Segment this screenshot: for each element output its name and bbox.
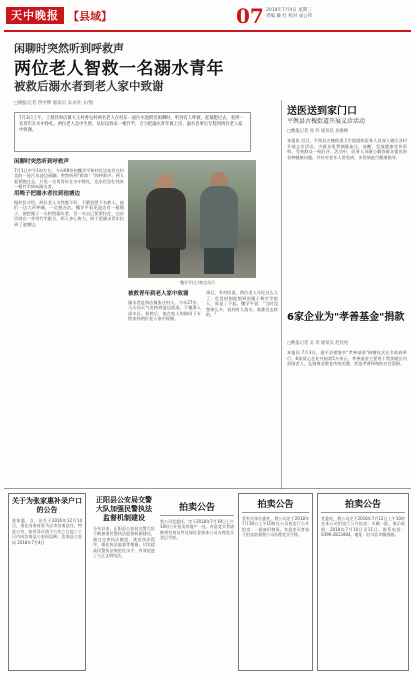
story-byline: □晚报记者 晋中博 通讯员 宋永亮 文/图 bbox=[14, 101, 93, 106]
section-head-3: 被救青年到老人家中致谢 bbox=[128, 291, 189, 297]
traffic-police-text: 今年以来，正阳县公安局交警大队不断加强民警执法监督机制建设，通过完善执法制度、规范执法程序、强化执法监督等措施，切实提高民警执法规范化水平，有效促进了公正文明执法。 bbox=[93, 526, 155, 559]
right-subtitle-1: 平舆县古槐街道开展义诊活动 bbox=[287, 118, 366, 125]
right-title-1: 送医送到家门口 bbox=[287, 106, 357, 117]
auction-title-1: 拍卖公告 bbox=[242, 497, 309, 513]
date-line: 2018年7月4日 星期三 bbox=[266, 8, 312, 13]
story-headline: 两位老人智救一名溺水青年 bbox=[14, 59, 224, 79]
newspaper-logo: 天中晚报 bbox=[6, 7, 64, 24]
column-4-text: 事后，有村民说，两位老人年纪这么大了，危急时刻能想到用绳子和竹竿救人，真是了不起。魏学平说："当时没想那么多，看到有人落水，谁都会去救的。" bbox=[206, 290, 278, 318]
auction-title-2: 拍卖公告 bbox=[321, 497, 405, 513]
auction-notice-3 bbox=[160, 500, 234, 677]
auction-text-2: 受委托，我公司定于2018年7月12日上午10时在本公司拍卖厅公开拍卖：车辆一批。展示时间：2018年7月10日至11日。联系电话：0396-2813484。地址：驻马店市解放路。 bbox=[321, 516, 405, 538]
story-column-1 bbox=[14, 158, 124, 483]
story-subhead: 被救后溺水者到老人家中致谢 bbox=[14, 79, 164, 93]
section-head-2: 用绳子把溺水者拉到池塘边 bbox=[14, 190, 81, 197]
editors-line: 责编 戴 红 校对 成公伟 bbox=[266, 14, 313, 19]
auction-text-3: 我公司受委托，定于2018年7月19日上午10时公开拍卖房地产一处。有意竞买者请携带有效证件及保证金到本公司办理竞买登记手续。 bbox=[160, 519, 234, 541]
traffic-police-title: 正阳县公安局交警大队加强民警执法监督机制建设 bbox=[96, 496, 152, 522]
story-lead-box bbox=[14, 112, 251, 152]
right-text-2: 本报讯 7月3日，遂平县褚堡乡"孝善基金"捐赠仪式在乡政府举行，6家爱心企业共捐款5万余元。孝善基金主要用于帮扶辖区内贫困老人，弘扬尊老敬老传统美德，营造孝善和谐的社会氛围。 bbox=[287, 350, 407, 367]
column-1-text: 7月1日中午1时左右，今年69岁的魏学平和村民边东臣在村北的一处污水池边闲聊。突然听到"救命！"的呼救声，两人赶紧跑过去，只见一名男青年在水中挣扎，边东臣急忙找来一根竹竿伸向溺水者。 bbox=[14, 167, 124, 190]
auction-title-3: 拍卖公告 bbox=[160, 500, 234, 516]
right-byline-2: □晚报记者 吴 青 通讯员 赵宛宛 bbox=[287, 341, 349, 346]
section-tag: 【县域】 bbox=[68, 10, 112, 23]
story-column-4 bbox=[206, 290, 278, 484]
right-title-2: 6家企业为"孝善基金"捐款 bbox=[287, 312, 405, 323]
right-text-1: 本报讯 近日，平舆县古槐街道卫生院组织医务人员深入辖区各村开展义诊活动，为群众免费测量血压、血糖，发放健康宣传资料，受到群众一致好评。活动中，医务人员耐心解答群众提出的各种健康问题，并针对老年人常见病、多发病进行健康指导。 bbox=[287, 138, 407, 160]
auction-notice-1 bbox=[238, 493, 313, 671]
auction-text-1: 受有关单位委托，我公司定于2018年7月18日上午10时在公司拍卖厅公开拍卖：一批废旧物资。有意竞买者请于拍卖前到我公司办理竞买手续。 bbox=[242, 516, 309, 538]
bottom-rule bbox=[4, 488, 411, 489]
section-head-1: 闲聊时突然听到呼救声 bbox=[14, 159, 70, 165]
notice-title-hukou: 关于为张家惠补录户口的公告 bbox=[12, 497, 82, 514]
traffic-police-article bbox=[90, 493, 158, 671]
auction-notice-2 bbox=[317, 493, 409, 671]
date-block bbox=[266, 8, 411, 20]
story-column-3 bbox=[128, 290, 201, 484]
story-kicker: 闲聊时突然听到呼救声 bbox=[14, 42, 124, 55]
column-divider bbox=[281, 100, 282, 490]
column-3-text: 溺水者是和店镇张庄村人，今年27岁，当天因天气炎热到池边洗澡，不慎滑入深水区。获救后，他在家人的陪同下专程来到两位老人家中致谢。 bbox=[128, 299, 201, 322]
masthead-rule bbox=[4, 30, 411, 32]
story-photo bbox=[128, 160, 256, 278]
notice-text-hukou: 张家惠，女，出生于2016年12月14日，现在河南省驻马店市汝南县住。特此公告，如有异议请于公告之日起三十日内向汝南县公安局反映。汝南县公安局 2018年7月4日 bbox=[12, 518, 82, 545]
masthead bbox=[4, 4, 411, 30]
column-2-text: 据村民介绍，两位老人水性都不好，不敢贸然下水救人。他们一边大声呼喊，一边想办法。魏学平看见池边有一根绳子，便把绳子一头扔给溺水者，另一头自己紧紧拉住，边东臣则在一旁用竹竿配合，两人齐心协力，终于把溺水青年拉到了池塘边。 bbox=[14, 199, 124, 227]
right-byline-1: □晚报记者 孙 玲 通讯员 孙俊峰 bbox=[287, 129, 349, 134]
photo-caption: 魏学平(左)和边东臣 bbox=[180, 280, 216, 285]
notice-box-hukou bbox=[8, 493, 86, 671]
page-number: 07 bbox=[236, 4, 264, 28]
story-lead: 7月3日上午，上蔡县和店镇大王村香屯村两名老人在村东一座污水池附近闲聊时，听到有人呼救，赶紧跑过去，看到一名青年在水中挣扎，两位老人急中生智，从岸边找来一根竹竿，合力把溺水青年救上岸。溺水者事后专程到两位老人家中致谢。 bbox=[19, 116, 244, 133]
